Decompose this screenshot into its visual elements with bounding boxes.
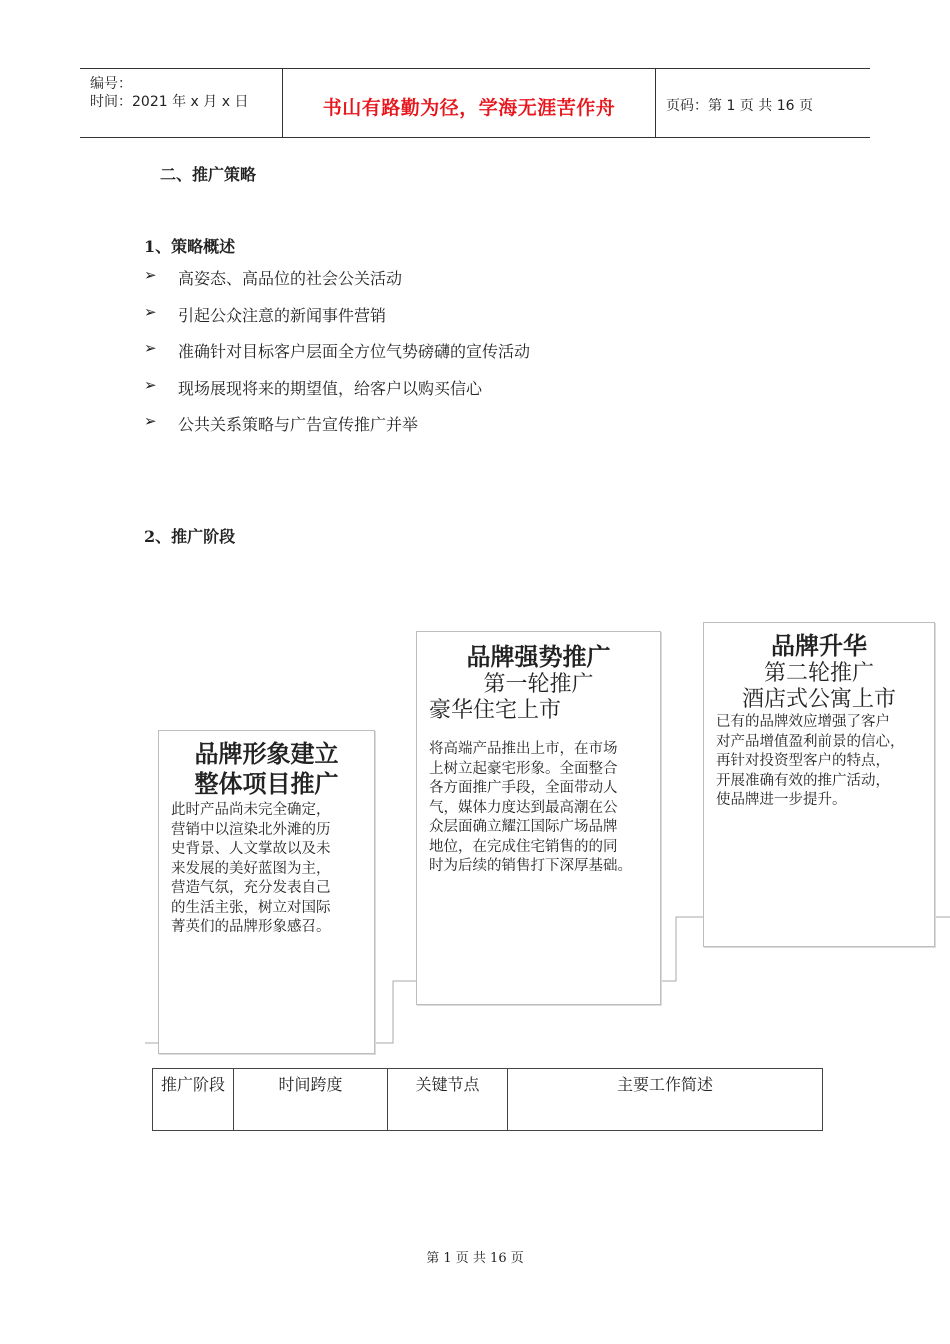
text-line: 地位，在完成住宅销售的的同 — [429, 838, 618, 855]
list-item-text: 准确针对目标客户层面全方位气势磅礴的宣传活动 — [178, 342, 531, 361]
text-line: 营销中以渲染北外滩的历 — [171, 821, 331, 838]
list-item-text: 公共关系策略与广告宣传推广并举 — [178, 415, 419, 434]
subsection-title-overview: 1、策略概述 — [144, 237, 236, 256]
stage-title: 品牌形象建立 — [194, 739, 339, 768]
text-line: 将高端产品推出上市，在市场 — [429, 741, 618, 757]
text-line: 对产品增值盈利前景的信心， — [716, 733, 905, 750]
list-item-text: 高姿态、高品位的社会公关活动 — [178, 269, 403, 288]
list-item-text: 现场展现将来的期望值，给客户以购买信心 — [178, 378, 483, 398]
text-line: 已有的品牌效应增强了客户 — [716, 714, 890, 730]
text-line: 此时产品尚未完全确定， — [171, 802, 331, 818]
table-header-cell: 关键节点 — [388, 1069, 508, 1131]
section-title: 二、推广策略 — [160, 165, 257, 184]
stage-subtitle-2: 豪华住宅上市 — [429, 698, 562, 723]
arrow-bullet-icon: ➢ — [144, 412, 157, 430]
stage-subtitle: 第二轮推广 — [763, 661, 874, 686]
arrow-bullet-icon: ➢ — [144, 302, 157, 321]
subsection-title-stages: 2、推广阶段 — [144, 527, 236, 546]
text-line: 时为后续的销售打下深厚基础。 — [429, 858, 632, 874]
page-footer: 第 1 页 共 16 页 — [426, 1251, 524, 1266]
table-header-cell: 主要工作简述 — [508, 1069, 823, 1131]
arrow-bullet-icon: ➢ — [144, 339, 157, 357]
stage-box-brand-upgrade — [703, 622, 935, 947]
stage-description — [159, 799, 374, 938]
text-line: 使品牌进一步提升。 — [716, 792, 847, 808]
text-line: 来发展的美好蓝图为主， — [171, 860, 331, 877]
stage-box-brand-push — [416, 631, 661, 1005]
text-line: 营造气氛，充分发表自己 — [171, 880, 331, 896]
text-line: 的生活主张，树立对国际 — [171, 899, 331, 916]
stage-subtitle: 整体项目推广 — [194, 769, 339, 798]
table-header-cell: 时间跨度 — [234, 1069, 388, 1131]
motto: 书山有路勤为径，学海无涯苦作舟 — [322, 97, 616, 119]
stage-subtitle: 第一轮推广 — [483, 672, 594, 697]
text-line: 众层面确立耀江国际广场品牌 — [429, 819, 618, 835]
arrow-bullet-icon: ➢ — [144, 375, 157, 394]
serial-label: 编号： — [90, 76, 132, 92]
text-line: 上树立起豪宅形象。全面整合 — [429, 760, 618, 777]
arrow-bullet-icon: ➢ — [144, 266, 157, 284]
text-line: 开展准确有效的推广活动， — [716, 772, 890, 789]
text-line: 史背景、人文掌故以及未 — [171, 841, 331, 857]
stage-box-brand-image — [158, 730, 375, 1054]
text-line: 气，媒体力度达到最高潮在公 — [429, 799, 618, 816]
stage-title: 品牌强势推广 — [466, 642, 611, 671]
time-label: 时间：2021 年 x 月 x 日 — [90, 94, 249, 110]
stage-title: 品牌升华 — [771, 631, 867, 660]
page-number-label: 页码：第 1 页 共 16 页 — [666, 98, 813, 114]
stage-subtitle-2: 酒店式公寓上市 — [741, 687, 896, 712]
text-line: 再针对投资型客户的特点， — [716, 753, 890, 769]
stage-table — [152, 1068, 823, 1131]
text-line: 菁英们的品牌形象感召。 — [171, 919, 331, 935]
stage-description — [704, 713, 934, 811]
text-line: 各方面推广手段，全面带动人 — [429, 780, 618, 796]
stage-description — [417, 724, 660, 877]
list-item-text: 引起公众注意的新闻事件营销 — [178, 305, 387, 325]
table-header-row — [153, 1069, 823, 1131]
table-header-cell: 推广阶段 — [153, 1069, 234, 1131]
